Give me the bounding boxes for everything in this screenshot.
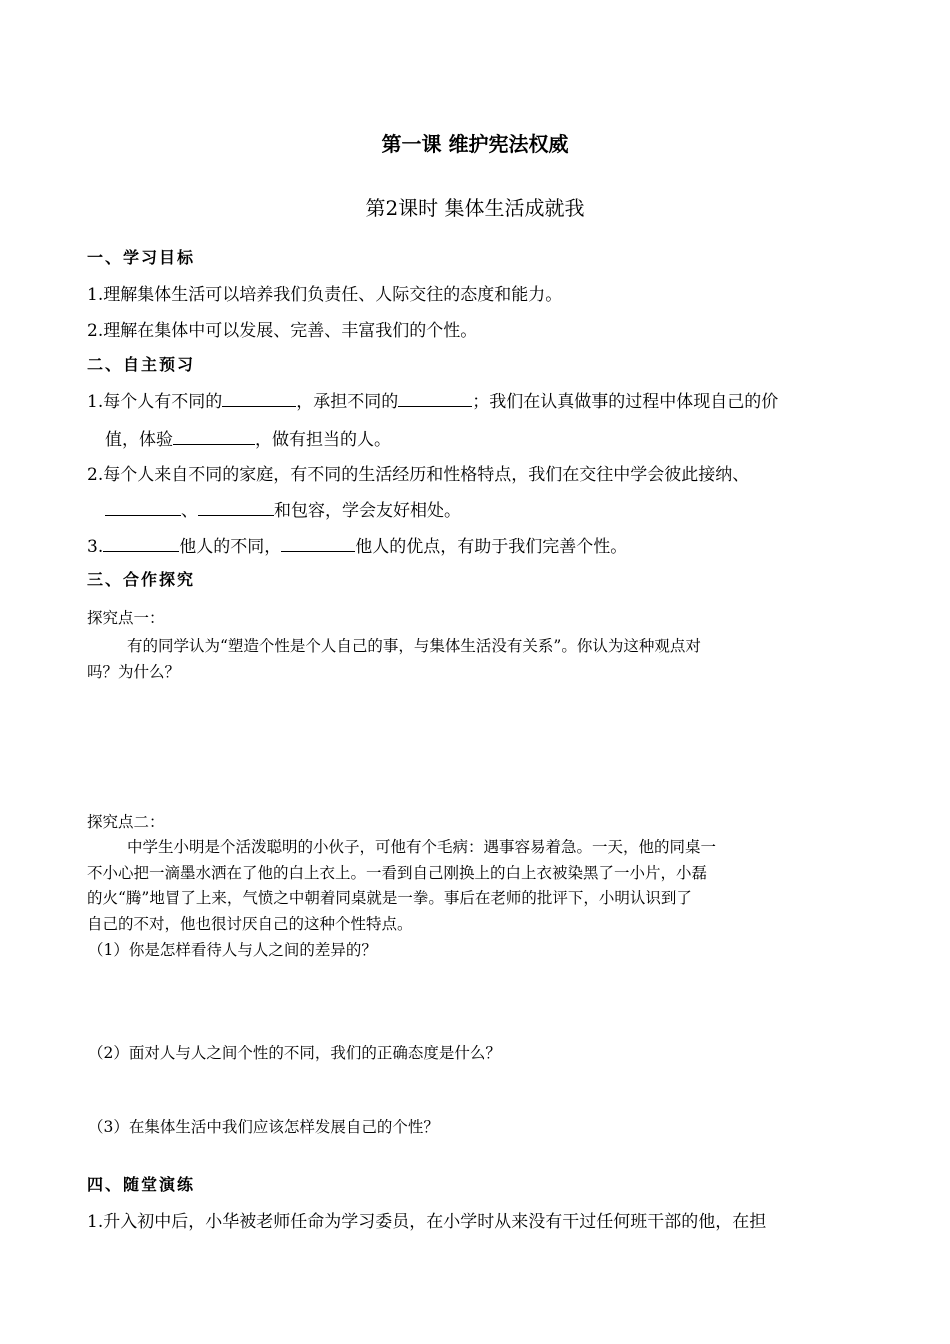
explore-question-1: （1）你是怎样看待人与人之间的差异的？ xyxy=(88,941,377,959)
fill-blank[interactable] xyxy=(105,497,181,516)
explore-question-3: （3）在集体生活中我们应该怎样发展自己的个性？ xyxy=(88,1118,439,1136)
section-heading-objectives: 一、学习目标 xyxy=(87,248,196,267)
preview-question-3 xyxy=(87,532,627,557)
q3-text-c: 他人的优点，有助于我们完善个性。 xyxy=(355,537,628,557)
preview-question-1 xyxy=(87,387,778,412)
explore-point-1-text-cont: 吗？为什么？ xyxy=(87,663,181,681)
q3-text-b: 他人的不同， xyxy=(179,537,282,557)
explore-point-2-line: 不小心把一滴墨水洒在了他的白上衣上。一看到自己刚换上的白上衣被染黑了一小片，小磊 xyxy=(87,864,708,882)
explore-point-2-line: 的火“腾”地冒了上来，气愤之中朝着同桌就是一拳。事后在老师的批评下，小明认识到了 xyxy=(87,889,692,907)
section-heading-preview: 二、自主预习 xyxy=(87,355,196,374)
fill-blank[interactable] xyxy=(198,497,274,516)
practice-question-1: 1.升入初中后，小华被老师任命为学习委员，在小学时从来没有干过任何班干部的他，在担 xyxy=(87,1212,767,1232)
preview-question-2: 2.每个人来自不同的家庭，有不同的生活经历和性格特点，我们在交往中学会彼此接纳、 xyxy=(87,465,750,485)
preview-question-2-cont xyxy=(105,496,461,521)
q2-text-c: 和包容，学会友好相处。 xyxy=(274,501,461,521)
section-heading-practice: 四、随堂演练 xyxy=(87,1175,196,1194)
q1-text-c: ；我们在认真做事的过程中体现自己的价 xyxy=(472,392,779,412)
fill-blank[interactable] xyxy=(103,533,179,552)
fill-blank[interactable] xyxy=(173,426,255,445)
explore-question-2: （2）面对人与人之间个性的不同，我们的正确态度是什么？ xyxy=(88,1044,501,1062)
preview-question-1-cont xyxy=(105,425,391,450)
q1-text-a: 1.每个人有不同的 xyxy=(87,392,223,412)
q1-text-e: ，做有担当的人。 xyxy=(255,430,391,450)
q2-text-b: 、 xyxy=(181,501,198,521)
q1-text-b: ，承担不同的 xyxy=(296,392,399,412)
explore-point-2-label: 探究点二： xyxy=(87,813,165,831)
section-heading-explore: 三、合作探究 xyxy=(87,570,196,589)
fill-blank[interactable] xyxy=(398,388,472,407)
fill-blank[interactable] xyxy=(222,388,296,407)
explore-point-2-line: 自己的不对，他也很讨厌自己的这种个性特点。 xyxy=(87,915,413,933)
lesson-title: 第一课 维护宪法权威 xyxy=(381,132,569,156)
q3-text-a: 3. xyxy=(87,537,104,557)
explore-point-2-line: 中学生小明是个活泼聪明的小伙子，可他有个毛病：遇事容易着急。一天，他的同桌一 xyxy=(127,838,717,856)
lesson-subtitle: 第2课时 集体生活成就我 xyxy=(365,196,585,220)
q1-text-d: 值，体验 xyxy=(105,430,173,450)
explore-point-1-label: 探究点一： xyxy=(87,609,165,627)
fill-blank[interactable] xyxy=(281,533,355,552)
objective-item: 2.理解在集体中可以发展、完善、丰富我们的个性。 xyxy=(87,321,478,341)
objective-item: 1.理解集体生活可以培养我们负责任、人际交往的态度和能力。 xyxy=(87,285,563,305)
explore-point-1-text: 有的同学认为“塑造个性是个人自己的事，与集体生活没有关系”。你认为这种观点对 xyxy=(127,637,701,655)
